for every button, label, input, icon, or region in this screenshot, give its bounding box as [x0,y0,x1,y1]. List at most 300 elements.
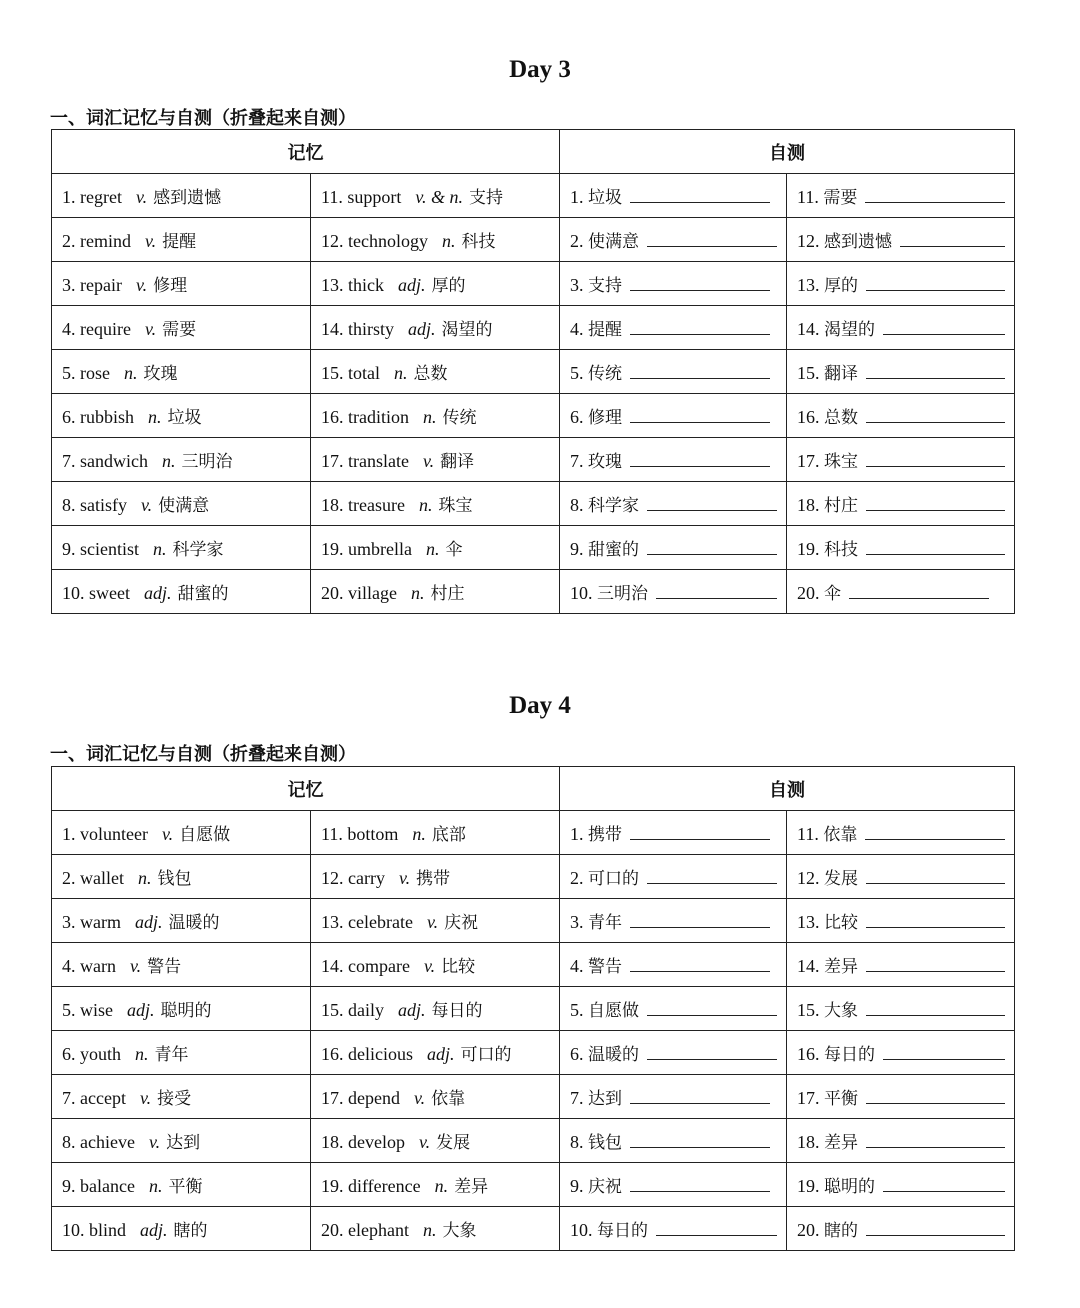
item-number: 16. [321,1044,344,1064]
answer-blank[interactable] [630,188,770,203]
memory-cell [311,1031,560,1075]
item-number: 2. [62,868,76,888]
table-row [52,1075,1015,1119]
item-number: 5. [62,363,76,383]
self-test-cell [787,1207,1015,1251]
english-word: develop [348,1132,405,1152]
answer-blank[interactable] [630,913,770,928]
answer-blank[interactable] [656,1221,777,1236]
chinese-meaning: 厚的 [431,276,466,296]
answer-blank[interactable] [630,1177,770,1192]
chinese-meaning: 传统 [442,408,477,428]
answer-blank[interactable] [630,276,770,291]
english-word: thick [348,275,384,295]
item-number: 15. [321,1000,344,1020]
english-word: translate [348,451,409,471]
chinese-prompt: 珠宝 [824,452,858,472]
part-of-speech: n. [434,1176,449,1196]
self-test-cell [787,899,1015,943]
table-row [52,570,1015,614]
item-number: 17. [321,1088,344,1108]
item-number: 4. [570,319,584,339]
item-number: 12. [797,868,820,888]
chinese-meaning: 底部 [431,825,466,845]
self-test-cell [787,987,1015,1031]
chinese-prompt: 提醒 [588,320,622,340]
chinese-meaning: 三明治 [181,452,233,472]
chinese-meaning: 每日的 [431,1001,483,1021]
answer-blank[interactable] [883,1177,1005,1192]
item-number: 10. [570,1220,593,1240]
self-test-cell [560,1119,787,1163]
answer-blank[interactable] [866,364,1005,379]
english-word: umbrella [348,539,412,559]
answer-blank[interactable] [865,188,1004,203]
item-number: 6. [570,1044,584,1064]
chinese-meaning: 伞 [445,540,463,560]
chinese-meaning: 需要 [162,320,197,340]
item-number: 2. [570,868,584,888]
english-word: remind [80,231,131,251]
part-of-speech: v. [418,1132,431,1152]
answer-blank[interactable] [630,1133,770,1148]
self-test-cell [560,943,787,987]
memory-cell [311,570,560,614]
english-word: support [347,187,402,207]
answer-blank[interactable] [866,276,1005,291]
item-number: 15. [797,1000,820,1020]
chinese-prompt: 自愿做 [588,1001,639,1021]
test-header: 自测 [560,130,1015,174]
self-test-cell [787,570,1015,614]
chinese-prompt: 感到遗憾 [824,232,892,252]
chinese-prompt: 平衡 [824,1089,858,1109]
part-of-speech: v. [144,319,157,339]
item-number: 3. [62,912,76,932]
table-row [52,394,1015,438]
memory-cell [52,811,311,855]
self-test-cell [560,218,787,262]
answer-blank[interactable] [866,1001,1005,1016]
part-of-speech: v. [141,495,153,515]
item-number: 10. [62,1220,85,1240]
memory-header: 记忆 [52,767,560,811]
memory-cell [311,1163,560,1207]
part-of-speech: adj. [127,1000,155,1020]
memory-cell [311,899,560,943]
memory-cell [311,1075,560,1119]
answer-blank[interactable] [647,1001,777,1016]
self-test-cell [560,570,787,614]
item-number: 11. [321,824,343,844]
chinese-prompt: 三明治 [597,584,648,604]
memory-cell [311,350,560,394]
item-number: 15. [797,363,820,383]
part-of-speech: adj. [143,583,172,603]
item-number: 9. [62,1176,76,1196]
item-number: 11. [797,187,819,207]
answer-blank[interactable] [630,408,770,423]
section-heading: 一、词汇记忆与自测（折叠起来自测） [50,744,356,765]
chinese-meaning: 渴望的 [441,320,493,340]
self-test-cell [787,262,1015,306]
english-word: wallet [80,868,124,888]
chinese-prompt: 钱包 [588,1133,622,1153]
chinese-prompt: 渴望的 [824,320,875,340]
self-test-cell [560,1163,787,1207]
chinese-prompt: 科技 [824,540,858,560]
item-number: 2. [62,231,76,251]
answer-blank[interactable] [630,957,770,972]
answer-blank[interactable] [647,1045,777,1060]
part-of-speech: v. [423,956,436,976]
chinese-prompt: 玫瑰 [588,452,622,472]
part-of-speech: adj. [398,275,426,295]
item-number: 1. [62,824,76,844]
table-row [52,526,1015,570]
self-test-cell [560,174,787,218]
item-number: 1. [62,187,76,207]
vocab-table-day4 [51,766,1015,1251]
english-word: village [348,583,397,603]
item-number: 19. [797,1176,820,1196]
part-of-speech: n. [148,407,162,427]
self-test-cell [560,855,787,899]
english-word: total [348,363,380,383]
chinese-meaning: 差异 [454,1177,489,1197]
english-word: satisfy [80,495,127,515]
answer-blank[interactable] [630,320,770,335]
english-word: rubbish [80,407,134,427]
table-row [52,262,1015,306]
memory-cell [52,218,311,262]
self-test-cell [560,438,787,482]
part-of-speech: v. [413,1088,426,1108]
memory-cell [311,218,560,262]
self-test-cell [787,1031,1015,1075]
memory-header: 记忆 [52,130,560,174]
item-number: 10. [570,583,593,603]
memory-cell [52,1119,311,1163]
table-row [52,438,1015,482]
memory-cell [52,1163,311,1207]
part-of-speech: v. & n. [415,187,463,207]
chinese-meaning: 提醒 [162,232,197,252]
item-number: 6. [62,407,76,427]
self-test-cell [560,306,787,350]
item-number: 4. [62,319,76,339]
english-word: depend [348,1088,400,1108]
answer-blank[interactable] [849,584,989,599]
item-number: 5. [570,1000,584,1020]
part-of-speech: n. [423,407,437,427]
item-number: 9. [62,539,76,559]
answer-blank[interactable] [883,320,1005,335]
part-of-speech: adj. [408,319,436,339]
chinese-meaning: 科技 [461,232,496,252]
answer-blank[interactable] [866,1089,1005,1104]
self-test-cell [560,394,787,438]
table-row [52,899,1015,943]
self-test-cell [560,1075,787,1119]
chinese-prompt: 需要 [823,188,858,208]
english-word: celebrate [348,912,413,932]
part-of-speech: v. [161,824,174,844]
chinese-prompt: 垃圾 [588,188,622,208]
chinese-meaning: 玫瑰 [143,364,178,384]
part-of-speech: n. [422,1220,437,1240]
item-number: 2. [570,231,584,251]
chinese-prompt: 温暖的 [588,1045,639,1065]
english-word: regret [80,187,122,207]
part-of-speech: adj. [134,912,163,932]
answer-blank[interactable] [647,540,777,555]
chinese-meaning: 甜蜜的 [177,584,229,604]
chinese-prompt: 携带 [588,825,622,845]
self-test-cell [787,306,1015,350]
item-number: 1. [570,187,584,207]
chinese-prompt: 传统 [588,364,622,384]
part-of-speech: v. [135,187,148,207]
table-row [52,482,1015,526]
english-word: blind [89,1220,127,1240]
item-number: 17. [797,451,820,471]
self-test-cell [787,811,1015,855]
self-test-cell [787,438,1015,482]
answer-blank[interactable] [630,1089,770,1104]
chinese-prompt: 修理 [588,408,622,428]
test-header: 自测 [560,767,1015,811]
chinese-prompt: 伞 [824,584,841,604]
answer-blank[interactable] [866,540,1005,555]
memory-cell [52,943,311,987]
item-number: 8. [570,495,584,515]
item-number: 18. [321,495,344,515]
table-row [52,1207,1015,1251]
answer-blank[interactable] [900,232,1005,247]
memory-cell [52,1207,311,1251]
english-word: treasure [348,495,405,515]
chinese-prompt: 差异 [824,957,858,977]
self-test-cell [560,482,787,526]
memory-cell [52,394,311,438]
answer-blank[interactable] [866,1221,1005,1236]
english-word: compare [348,956,410,976]
item-number: 18. [797,495,820,515]
english-word: rose [80,363,110,383]
memory-cell [311,394,560,438]
answer-blank[interactable] [630,364,770,379]
item-number: 10. [62,583,85,603]
answer-blank[interactable] [865,825,1004,840]
item-number: 16. [797,1044,820,1064]
part-of-speech: v. [135,275,148,295]
chinese-meaning: 科学家 [172,540,224,560]
self-test-cell [560,811,787,855]
answer-blank[interactable] [630,825,770,840]
memory-cell [311,855,560,899]
answer-blank[interactable] [866,913,1005,928]
item-number: 7. [570,1088,584,1108]
chinese-prompt: 支持 [588,276,622,296]
chinese-prompt: 厚的 [824,276,858,296]
day-title: Day 3 [509,56,571,83]
english-word: thirsty [348,319,395,339]
self-test-cell [787,174,1015,218]
item-number: 12. [321,868,344,888]
self-test-cell [560,350,787,394]
answer-blank[interactable] [866,957,1005,972]
self-test-cell [787,482,1015,526]
vocab-table-day3 [51,129,1015,614]
item-number: 20. [797,1220,820,1240]
part-of-speech: adj. [140,1220,168,1240]
answer-blank[interactable] [866,1133,1005,1148]
item-number: 3. [570,912,584,932]
item-number: 18. [321,1132,344,1152]
table-row [52,306,1015,350]
english-word: wise [80,1000,113,1020]
chinese-meaning: 比较 [441,957,476,977]
item-number: 19. [797,539,820,559]
part-of-speech: n. [135,1044,149,1064]
chinese-meaning: 垃圾 [167,408,202,428]
chinese-prompt: 差异 [824,1133,858,1153]
chinese-prompt: 庆祝 [588,1177,622,1197]
self-test-cell [560,899,787,943]
item-number: 3. [62,275,76,295]
english-word: carry [348,868,385,888]
memory-cell [311,1207,560,1251]
part-of-speech: n. [124,363,138,383]
memory-cell [52,174,311,218]
memory-cell [311,811,560,855]
memory-cell [311,438,560,482]
item-number: 14. [321,319,344,339]
table-row [52,1119,1015,1163]
english-word: balance [80,1176,135,1196]
item-number: 8. [62,495,76,515]
memory-cell [52,482,311,526]
part-of-speech: adj. [398,1000,426,1020]
memory-cell [52,262,311,306]
item-number: 3. [570,275,584,295]
section-heading: 一、词汇记忆与自测（折叠起来自测） [50,108,356,129]
self-test-cell [787,394,1015,438]
memory-cell [311,306,560,350]
chinese-meaning: 发展 [436,1133,471,1153]
answer-blank[interactable] [866,496,1005,511]
english-word: sandwich [80,451,148,471]
chinese-meaning: 聪明的 [160,1001,212,1021]
chinese-prompt: 使满意 [588,232,639,252]
chinese-meaning: 总数 [413,364,448,384]
item-number: 12. [321,231,344,251]
answer-blank[interactable] [883,1045,1005,1060]
english-word: achieve [80,1132,135,1152]
item-number: 4. [62,956,76,976]
part-of-speech: v. [139,1088,152,1108]
item-number: 13. [797,275,820,295]
memory-cell [52,350,311,394]
english-word: youth [80,1044,122,1064]
part-of-speech: v. [426,912,439,932]
answer-blank[interactable] [866,869,1005,884]
chinese-meaning: 庆祝 [444,913,479,933]
table-row [52,1163,1015,1207]
chinese-meaning: 瞎的 [173,1221,208,1241]
answer-blank[interactable] [647,869,777,884]
answer-blank[interactable] [647,232,777,247]
self-test-cell [560,987,787,1031]
english-word: tradition [348,407,409,427]
chinese-meaning: 温暖的 [168,913,220,933]
answer-blank[interactable] [656,584,777,599]
memory-cell [52,855,311,899]
chinese-meaning: 接受 [157,1089,192,1109]
answer-blank[interactable] [866,452,1005,467]
item-number: 8. [62,1132,76,1152]
self-test-cell [787,218,1015,262]
self-test-cell [787,350,1015,394]
item-number: 6. [62,1044,76,1064]
answer-blank[interactable] [630,452,770,467]
chinese-meaning: 可口的 [460,1045,512,1065]
part-of-speech: n. [441,231,456,251]
item-number: 11. [797,824,819,844]
self-test-cell [560,1031,787,1075]
chinese-prompt: 警告 [588,957,622,977]
chinese-prompt: 村庄 [824,496,858,516]
part-of-speech: v. [398,868,411,888]
memory-cell [52,306,311,350]
self-test-cell [787,943,1015,987]
day-title: Day 4 [509,692,571,719]
item-number: 20. [321,1220,344,1240]
item-number: 11. [321,187,343,207]
memory-cell [311,174,560,218]
memory-cell [311,526,560,570]
memory-cell [52,1031,311,1075]
memory-cell [52,1075,311,1119]
memory-cell [311,987,560,1031]
english-word: require [80,319,131,339]
item-number: 7. [62,451,76,471]
self-test-cell [787,1119,1015,1163]
item-number: 5. [570,363,584,383]
chinese-meaning: 警告 [147,957,182,977]
table-row [52,943,1015,987]
answer-blank[interactable] [866,408,1005,423]
memory-cell [52,526,311,570]
table-row [52,1031,1015,1075]
chinese-prompt: 甜蜜的 [588,540,639,560]
chinese-meaning: 珠宝 [438,496,473,516]
memory-cell [311,262,560,306]
table-row [52,174,1015,218]
chinese-prompt: 比较 [824,913,858,933]
table-row [52,855,1015,899]
chinese-prompt: 可口的 [588,869,639,889]
part-of-speech: n. [148,1176,163,1196]
chinese-prompt: 聪明的 [824,1177,875,1197]
chinese-meaning: 钱包 [157,869,192,889]
item-number: 6. [570,407,584,427]
chinese-prompt: 每日的 [597,1221,648,1241]
english-word: accept [80,1088,126,1108]
part-of-speech: n. [137,868,152,888]
answer-blank[interactable] [647,496,777,511]
